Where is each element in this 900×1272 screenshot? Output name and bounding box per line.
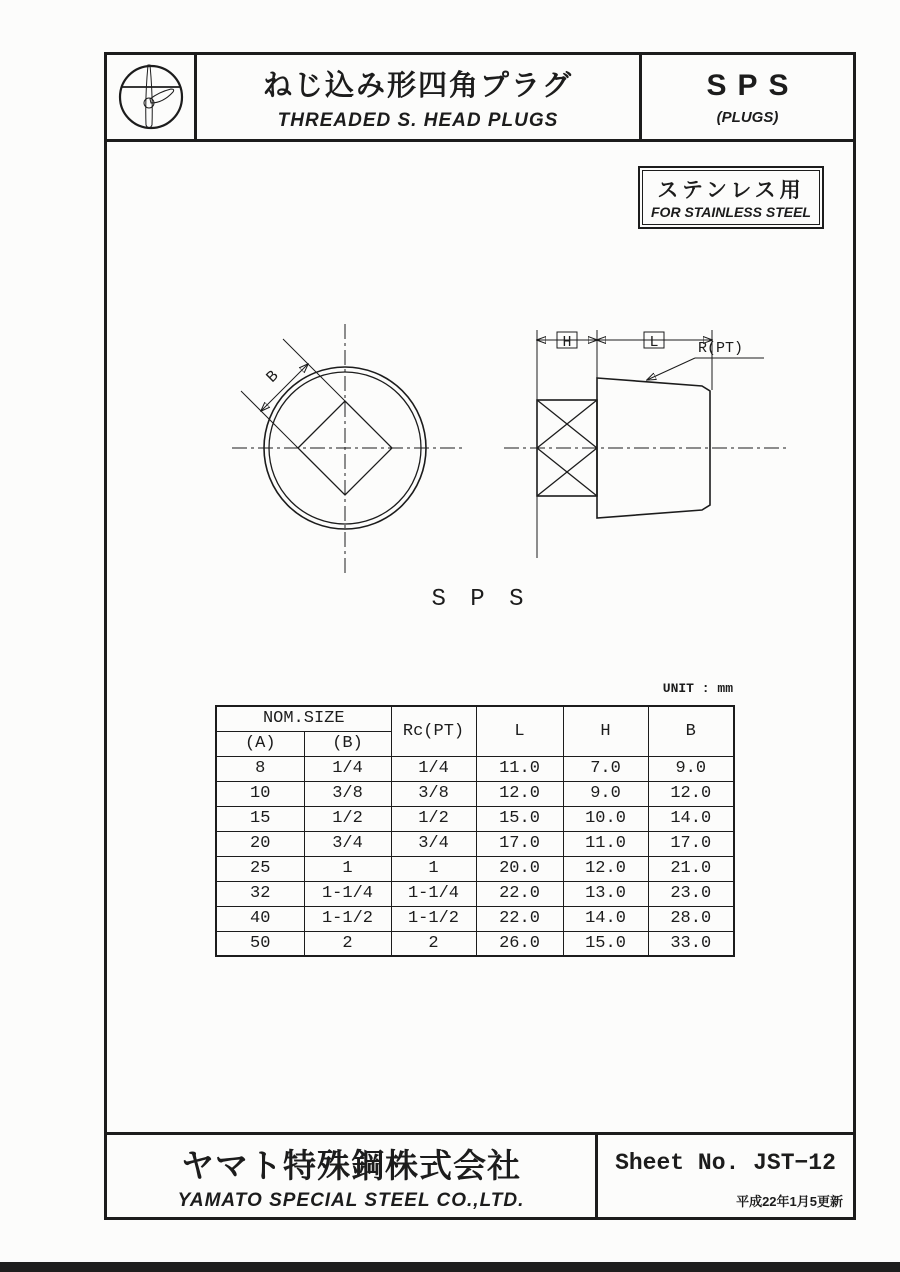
cell: 2: [391, 931, 476, 956]
cell: 9.0: [648, 756, 734, 781]
yamato-logo-icon: [115, 59, 187, 135]
table-row: [216, 756, 734, 781]
col-header-b-inch: (B): [304, 731, 391, 756]
cell: 20.0: [476, 856, 563, 881]
cell: 1-1/4: [391, 881, 476, 906]
product-code: SPS: [706, 68, 800, 102]
cell: 26.0: [476, 931, 563, 956]
cell: 40: [216, 906, 304, 931]
cell: 3/8: [391, 781, 476, 806]
cell: 10: [216, 781, 304, 806]
table-row: [216, 806, 734, 831]
title-cell: [197, 55, 642, 139]
col-header-rc-pt: Rc(PT): [391, 706, 476, 756]
cell: 7.0: [563, 756, 648, 781]
table-row: [216, 906, 734, 931]
page-title-en: THREADED S. HEAD PLUGS: [277, 109, 559, 131]
table-row: [216, 881, 734, 906]
col-header-h: H: [563, 706, 648, 756]
product-code-sub: (PLUGS): [716, 108, 779, 126]
logo-cell: [107, 55, 197, 139]
scan-edge-artifact: [0, 1262, 900, 1272]
cell: 12.0: [648, 781, 734, 806]
dim-label-l: L: [649, 334, 659, 351]
col-header-a: (A): [216, 731, 304, 756]
cell: 22.0: [476, 881, 563, 906]
page-title-jp: ねじ込み形四角プラグ: [262, 69, 573, 102]
company-name-jp: ヤマト特殊鋼株式会社: [181, 1147, 521, 1184]
cell: 1-1/2: [391, 906, 476, 931]
technical-drawing: [104, 300, 856, 610]
side-view: [504, 330, 790, 558]
cell: 3/4: [304, 831, 391, 856]
table-row: [216, 831, 734, 856]
cell: 15.0: [476, 806, 563, 831]
cell: 1/4: [304, 756, 391, 781]
stainless-badge-jp: ステンレス用: [657, 179, 805, 202]
cell: 28.0: [648, 906, 734, 931]
sheet-cell: [598, 1135, 853, 1217]
table-row: [216, 931, 734, 956]
cell: 32: [216, 881, 304, 906]
cell: 1-1/2: [304, 906, 391, 931]
cell: 1: [391, 856, 476, 881]
table-row: [216, 781, 734, 806]
unit-note: UNIT : mm: [662, 681, 733, 696]
cell: 17.0: [476, 831, 563, 856]
cell: 2: [304, 931, 391, 956]
cell: 15.0: [563, 931, 648, 956]
cell: 1/2: [304, 806, 391, 831]
table-row: [216, 856, 734, 881]
cell: 23.0: [648, 881, 734, 906]
dim-label-b: B: [262, 366, 283, 387]
cell: 9.0: [563, 781, 648, 806]
header-row: [107, 55, 853, 142]
cell: 14.0: [563, 906, 648, 931]
cell: 25: [216, 856, 304, 881]
cell: 11.0: [476, 756, 563, 781]
revision-date: 平成22年1月5更新: [736, 1194, 843, 1209]
dim-label-h: H: [562, 334, 572, 351]
company-cell: [107, 1135, 598, 1217]
stainless-badge-en: FOR STAINLESS STEEL: [651, 204, 811, 220]
cell: 3/8: [304, 781, 391, 806]
sheet-number: Sheet No. JST−12: [615, 1150, 836, 1176]
cell: 11.0: [563, 831, 648, 856]
col-header-b: B: [648, 706, 734, 756]
product-code-cell: [642, 55, 853, 139]
spec-table: [215, 705, 735, 957]
col-header-l: L: [476, 706, 563, 756]
cell: 3/4: [391, 831, 476, 856]
cell: 12.0: [563, 856, 648, 881]
stainless-badge: [638, 166, 824, 229]
cell: 13.0: [563, 881, 648, 906]
cell: 8: [216, 756, 304, 781]
front-view: [232, 324, 462, 574]
cell: 21.0: [648, 856, 734, 881]
cell: 14.0: [648, 806, 734, 831]
cell: 20: [216, 831, 304, 856]
table-header-row: [216, 706, 734, 731]
cell: 50: [216, 931, 304, 956]
cell: 10.0: [563, 806, 648, 831]
footer-row: [107, 1132, 853, 1217]
cell: 22.0: [476, 906, 563, 931]
col-header-nom-size: NOM.SIZE: [216, 706, 391, 731]
stainless-badge-inner: [642, 170, 820, 225]
cell: 17.0: [648, 831, 734, 856]
cell: 1: [304, 856, 391, 881]
cell: 1/4: [391, 756, 476, 781]
drawing-caption: S P S: [431, 586, 529, 613]
cell: 1-1/4: [304, 881, 391, 906]
cell: 12.0: [476, 781, 563, 806]
cell: 15: [216, 806, 304, 831]
company-name-en: YAMATO SPECIAL STEEL CO.,LTD.: [177, 1190, 525, 1211]
cell: 1/2: [391, 806, 476, 831]
cell: 33.0: [648, 931, 734, 956]
thread-label: R(PT): [698, 340, 744, 357]
